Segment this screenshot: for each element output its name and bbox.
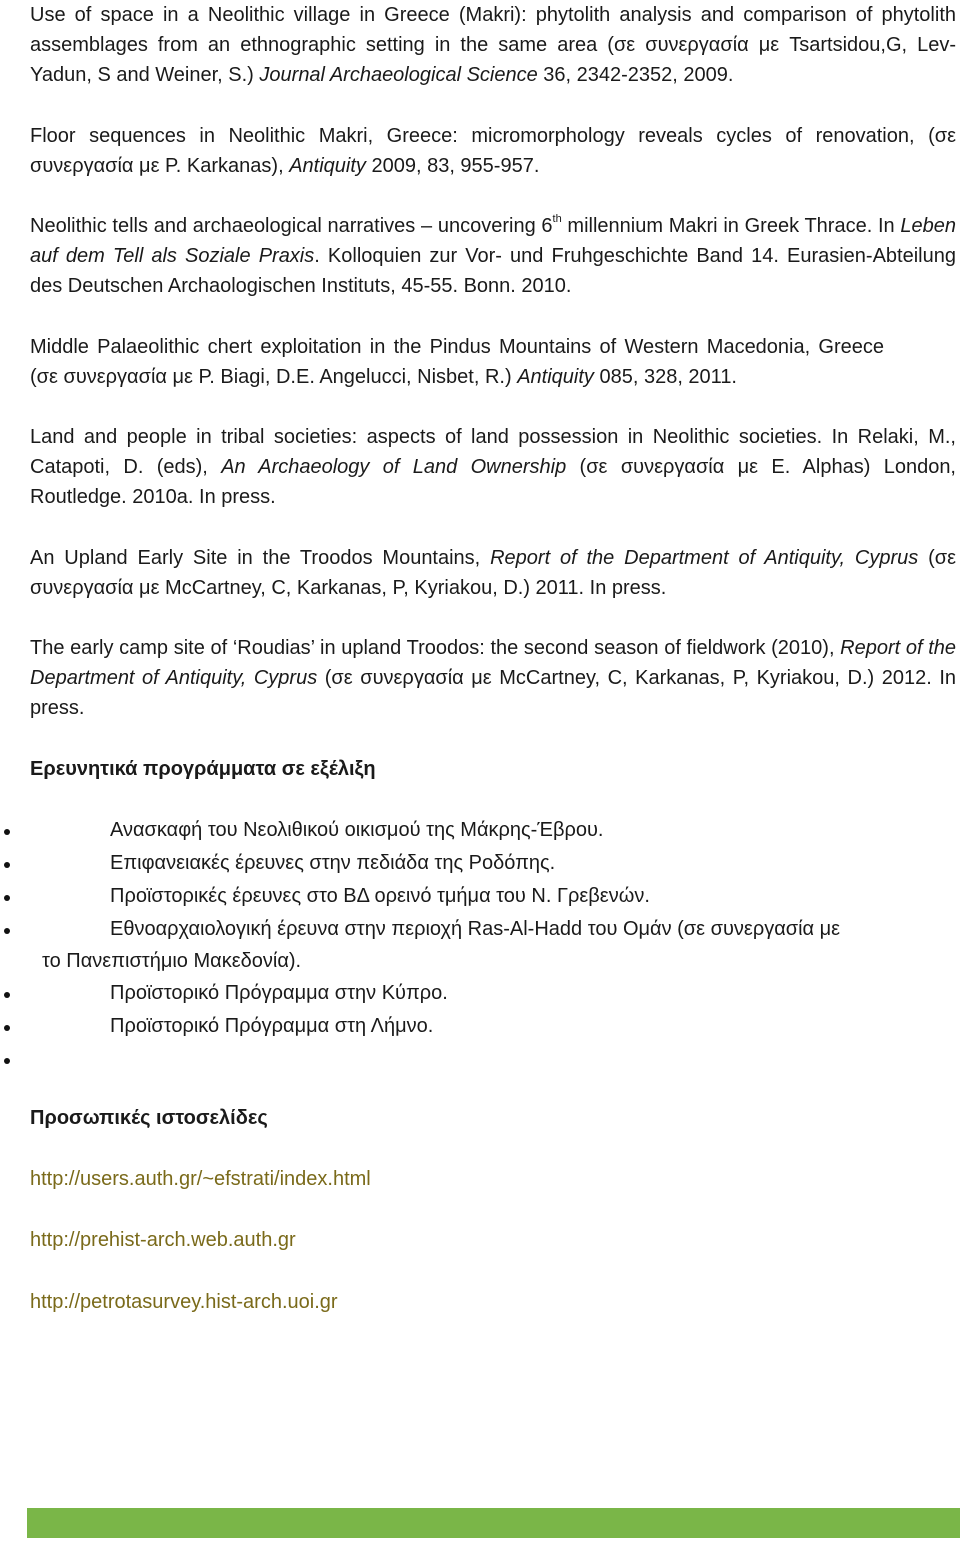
- reference-3: Neolithic tells and archaeological narratives – uncovering 6th millennium Makri in Greek Thrace. In Leben auf dem Tell als Soziale Praxis. Kolloquien zur Vor- und Fruhgeschichte Band 14. Eurasien-Abteilung des Deutschen Archaologischen Instituts, 45-55. Bonn. 2010.: [30, 213, 956, 298]
- reference-5: Land and people in tribal societies: aspects of land possession in Neolithic societies. In Relaki, M., Catapoti, D. (eds), An Archaeology of Land Ownership (σε συνεργασία με E. Alphas) London, Routledge. 2010a. In press.: [30, 426, 956, 509]
- reference-7: The early camp site of ‘Roudias’ in upland Troodos: the second season of fieldwork (2010), Report of the Department of Antiquity, Cyprus (σε συνεργασία με McCartney, C, Karkanas, P, Kyriakou, D.) 2012. In press.: [30, 637, 957, 720]
- reference-4: Middle Palaeolithic chert exploitation in the Pindus Mountains of Western Macedonia, Greece (σε συνεργασία με P. Biagi, D.E. Angelucci, Nisbet, R.) Antiquity 085, 328, 2011.: [30, 335, 884, 388]
- list-item: Προϊστορικό Πρόγραμμα στην Κύπρο.: [30, 977, 956, 1010]
- list-item: Προϊστορικές έρευνες στο ΒΔ ορεινό τμήμα του Ν. Γρεβενών.: [30, 880, 956, 913]
- website-link-petrotasurvey[interactable]: http://petrotasurvey.hist-arch.uoi.gr: [30, 1290, 338, 1313]
- list-item: Προϊστορικό Πρόγραμμα στη Λήμνο.: [30, 1010, 956, 1043]
- website-link-prehist-arch[interactable]: http://prehist-arch.web.auth.gr: [30, 1228, 296, 1251]
- projects-heading: Ερευνητικά προγράμματα σε εξέλιξη: [30, 757, 376, 780]
- document-page: [30, 0, 956, 1317]
- reference-2: Floor sequences in Neolithic Makri, Greece: micromorphology reveals cycles of renovation, (σε συνεργασία με P. Karkanas), Antiquity 2009, 83, 955-957.: [30, 124, 956, 177]
- list-item-empty: [30, 1043, 956, 1076]
- list-item: Επιφανειακές έρευνες στην πεδιάδα της Ροδόπης.: [30, 847, 956, 880]
- websites-heading: Προσωπικές ιστοσελίδες: [30, 1106, 268, 1129]
- list-item: Ανασκαφή του Νεολιθικού οικισμού της Μάκρης-Έβρου.: [30, 814, 956, 847]
- list-item: Εθνοαρχαιολογική έρευνα στην περιοχή Ras-Al-Hadd του Ομάν (σε συνεργασία με το Πανεπιστήμιο Μακεδονία).: [30, 913, 956, 977]
- reference-6: An Upland Early Site in the Troodos Mountains, Report of the Department of Antiquity, Cyprus (σε συνεργασία με McCartney, C, Karkanas, P, Kyriakou, D.) 2011. In press.: [30, 546, 956, 599]
- website-link-users-auth[interactable]: http://users.auth.gr/~efstrati/index.html: [30, 1167, 371, 1190]
- footer-bar: [27, 1508, 960, 1538]
- reference-1: Use of space in a Neolithic village in Greece (Makri): phytolith analysis and comparison of phytolith assemblages from an ethnographic setting in the same area (σε συνεργασία με Tsartsidou,G, Lev-Yadun, S and Weiner, S.) Journal Archaeological Science 36, 2342-2352, 2009.: [30, 4, 956, 87]
- projects-list: [30, 814, 956, 1076]
